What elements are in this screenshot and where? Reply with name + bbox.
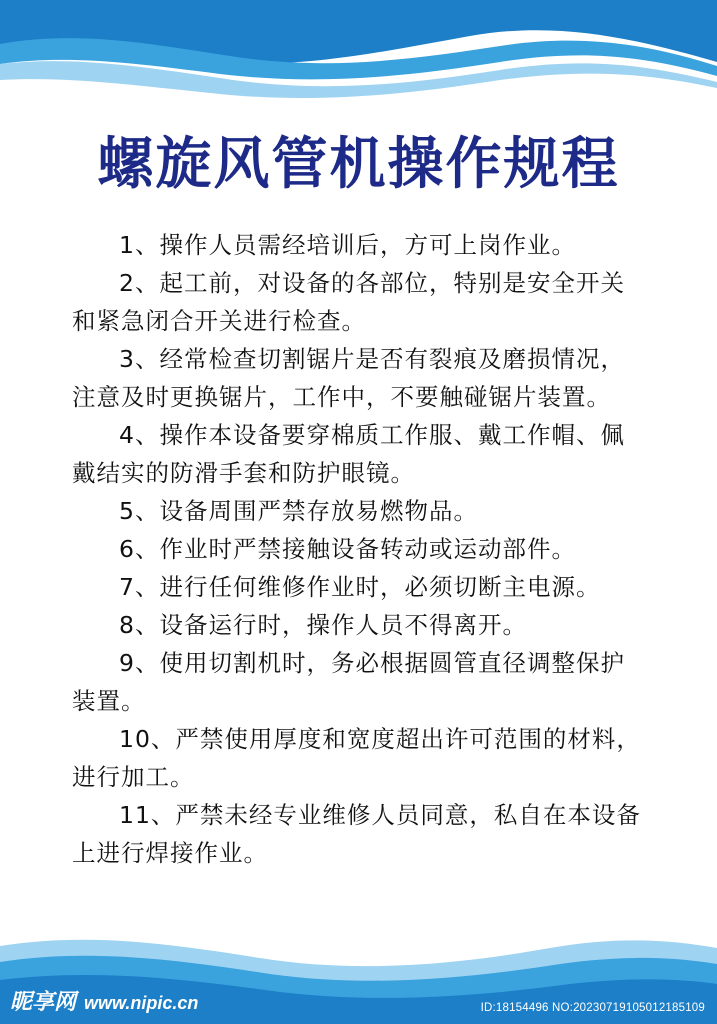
rule-item: 8、设备运行时，操作人员不得离开。 <box>119 611 527 639</box>
page-title: 螺旋风管机操作规程 <box>97 132 620 197</box>
rule-item: 9、使用切割机时，务必根据圆管直径调整保护装置。 <box>72 649 625 715</box>
rule-item: 3、经常检查切割锯片是否有裂痕及磨损情况，注意及时更换锯片，工作中，不要触碰锯片装置。 <box>72 345 625 411</box>
watermark-id: ID:18154496 NO:20230719105012185109 <box>480 1002 705 1014</box>
rule-item: 6、作业时严禁接触设备转动或运动部件。 <box>119 535 576 563</box>
watermark-logo <box>10 985 198 1016</box>
rule-item: 10、严禁使用厚度和宽度超出许可范围的材料，进行加工。 <box>72 725 641 791</box>
watermark-url: www.nipic.cn <box>84 993 199 1013</box>
rule-item: 11、严禁未经专业维修人员同意，私自在本设备上进行焊接作业。 <box>72 801 641 867</box>
watermark-brand: 昵享网 <box>10 990 77 1015</box>
rule-item: 7、进行任何维修作业时，必须切断主电源。 <box>119 573 601 601</box>
rule-item: 4、操作本设备要穿棉质工作服、戴工作帽、佩戴结实的防滑手套和防护眼镜。 <box>72 421 625 487</box>
rule-item: 2、起工前，对设备的各部位，特别是安全开关和紧急闭合开关进行检查。 <box>72 269 625 335</box>
rules-list <box>72 226 648 872</box>
rule-item: 5、设备周围严禁存放易燃物品。 <box>119 497 478 525</box>
rule-item: 1、操作人员需经培训后，方可上岗作业。 <box>119 231 576 259</box>
top-wave-decoration <box>0 0 717 110</box>
